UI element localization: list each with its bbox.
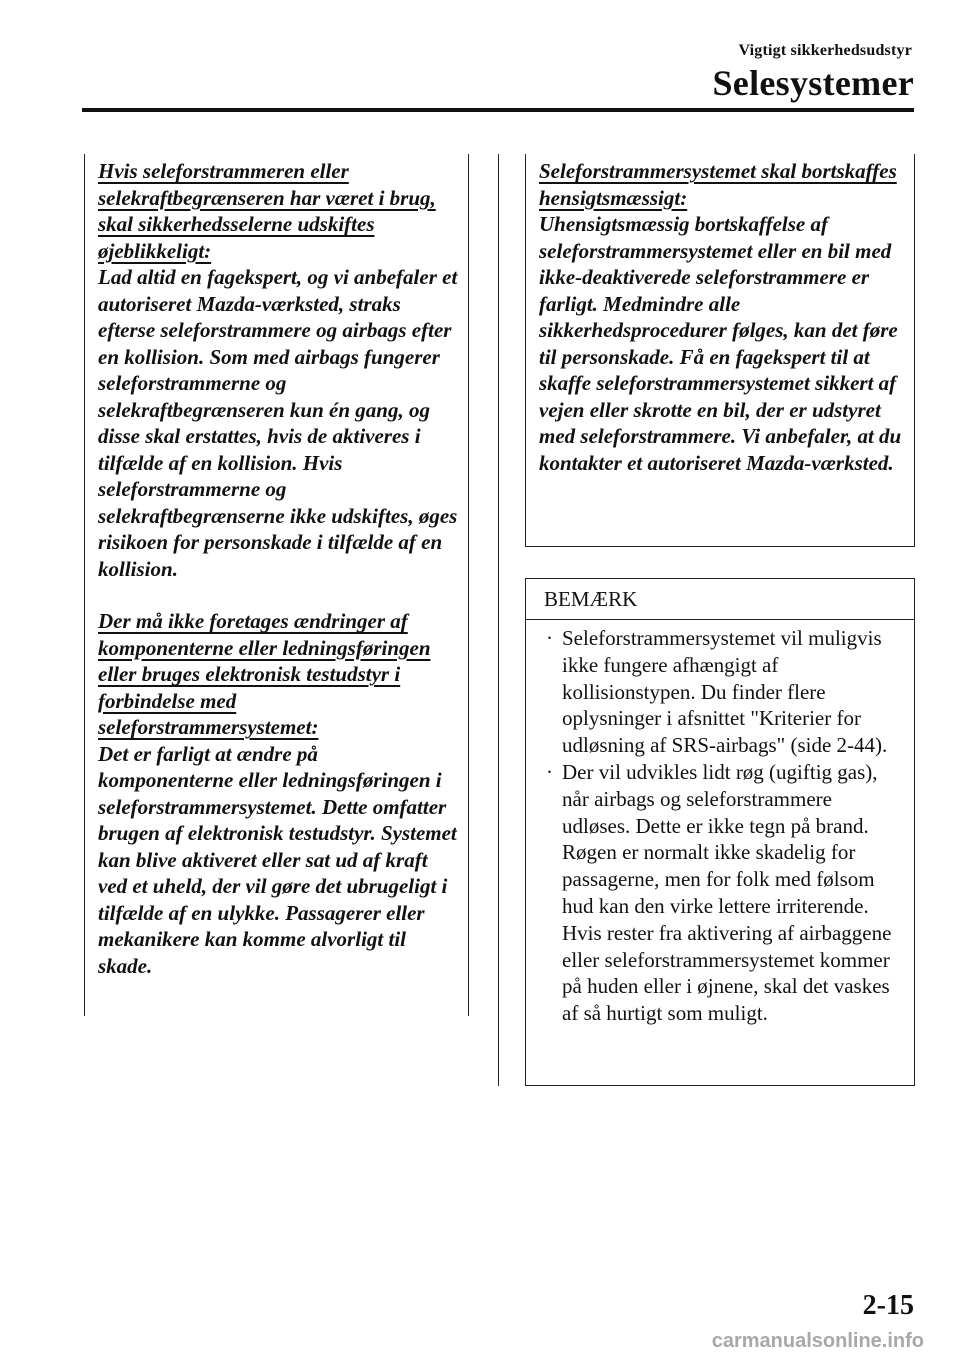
watermark: carmanualsonline.info — [711, 1330, 924, 1352]
note-item-text: Seleforstrammersystemet vil muligvis ikke fungere afhængigt af kollisionstypen. Du finder flere oplysninger i afsnittet "Kriterier for udløsning af SRS-airbags" (side 2-44). — [562, 626, 888, 758]
note-item-text: Der vil udvikles lidt røg (ugiftig gas), når airbags og seleforstrammere udløses. Dette er ikke tegn på brand. Røgen er normalt ikke skadelig for passagerne, men for folk med følsom hud kan den virke lettere irriterende. Hvis rester fra aktivering af airbaggene eller seleforstrammersystemet kommer på huden eller i øjnene, skal det vaskes af så hurtigt som muligt. — [562, 759, 892, 1026]
section-subtitle: Vigtigt sikkerhedsudstyr — [738, 42, 912, 59]
warning-body-no-modifications: Det er farligt at ændre på komponenterne eller ledningsføringen i seleforstrammersystemet. Dette omfatter brugen af elektronisk testudstyr. Systemet kan blive aktiveret eller sat ud af kraft ved et uheld, der vil gøre det ubrugeligt i tilfælde af en ulykke. Passagerer eller mekanikere kan komme alvorligt til skade. — [98, 741, 457, 978]
note-item — [540, 759, 904, 1027]
center-divider-left — [468, 154, 469, 1016]
center-divider-right — [498, 154, 499, 1086]
left-warning-column — [98, 158, 458, 979]
bullet-icon: · — [546, 759, 553, 784]
warning-heading-disposal: Seleforstrammersystemet skal bortskaffes hensigtsmæssigt: — [539, 159, 897, 210]
note-title-rule — [526, 619, 914, 620]
header-rule — [82, 108, 914, 112]
left-warning-rule — [84, 154, 85, 1016]
disposal-warning-box — [525, 154, 915, 547]
warning-heading-no-modifications: Der må ikke foretages ændringer af komponenterne eller ledningsføringen eller bruges elektronisk testudstyr i forbindelse med seleforstrammersystemet: — [98, 609, 431, 739]
note-item — [540, 625, 904, 759]
disposal-warning-text — [539, 158, 903, 476]
page-title: Selesystemer — [712, 63, 914, 103]
page-number: 2-15 — [862, 1290, 914, 1321]
warning-heading-replace-belts: Hvis seleforstrammeren eller selekraftbegrænseren har været i brug, skal sikkerhedsselerne udskiftes øjeblikkeligt: — [98, 159, 436, 263]
warning-body-disposal: Uhensigtsmæssig bortskaffelse af seleforstrammersystemet eller en bil med ikke-deaktiverede seleforstrammere er farligt. Medmindre alle sikkerhedsprocedurer følges, kan det føre til personskade. Få en fagekspert til at skaffe seleforstrammersystemet sikkert af vejen eller skrotte en bil, der er udstyret med seleforstrammere. Vi anbefaler, at du kontakter et autoriseret Mazda-værksted. — [539, 212, 902, 475]
note-box — [525, 578, 915, 1086]
bullet-icon: · — [546, 626, 553, 650]
note-list — [540, 625, 904, 1027]
note-title: BEMÆRK — [544, 587, 638, 611]
warning-body-replace-belts: Lad altid en fagekspert, og vi anbefaler et autoriseret Mazda-værksted, straks efterse seleforstrammere og airbags efter en kollision. Som med airbags fungerer seleforstrammerne og selekraftbegrænseren kun én gang, og disse skal erstattes, hvis de aktiveres i tilfælde af en kollision. Hvis seleforstrammerne og selekraftbegrænserne ikke udskiftes, øges risikoen for personskade i tilfælde af en kollision. — [98, 265, 458, 581]
paragraph-gap — [98, 582, 458, 608]
